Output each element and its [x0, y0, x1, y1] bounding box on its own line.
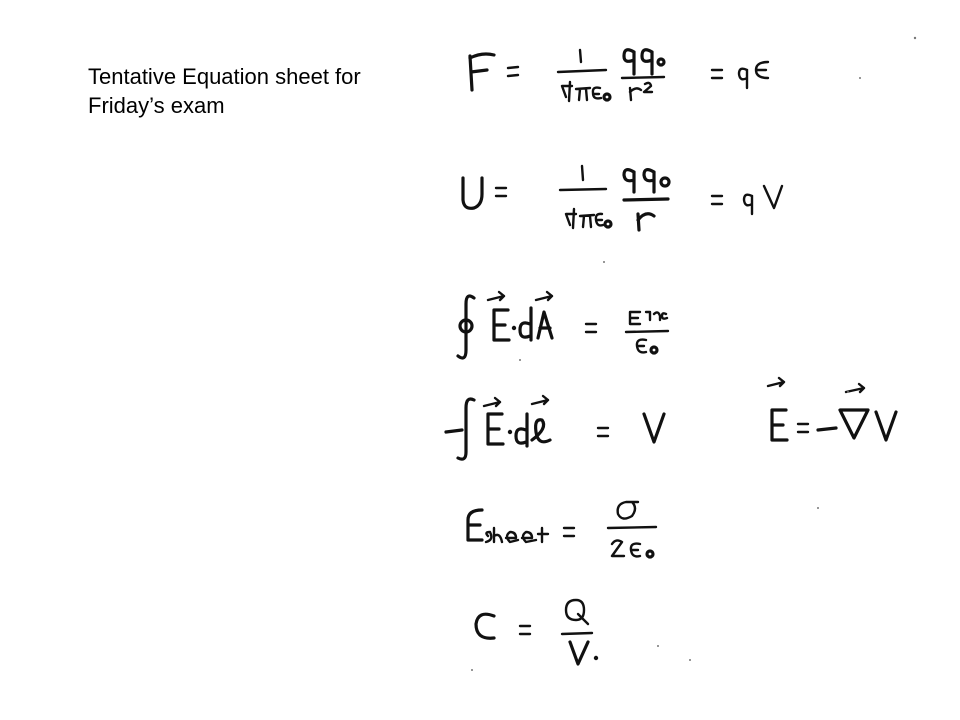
scan-noise	[471, 37, 916, 671]
equation-coulomb-force	[470, 50, 768, 101]
equation-potential-line-integral	[446, 378, 896, 459]
equation-potential-energy	[463, 166, 782, 230]
slide-title: Tentative Equation sheet for Friday’s exam	[88, 64, 361, 118]
equation-gauss-law	[458, 292, 668, 358]
equation-capacitance	[476, 600, 598, 664]
equation-sheet-field	[468, 502, 656, 557]
